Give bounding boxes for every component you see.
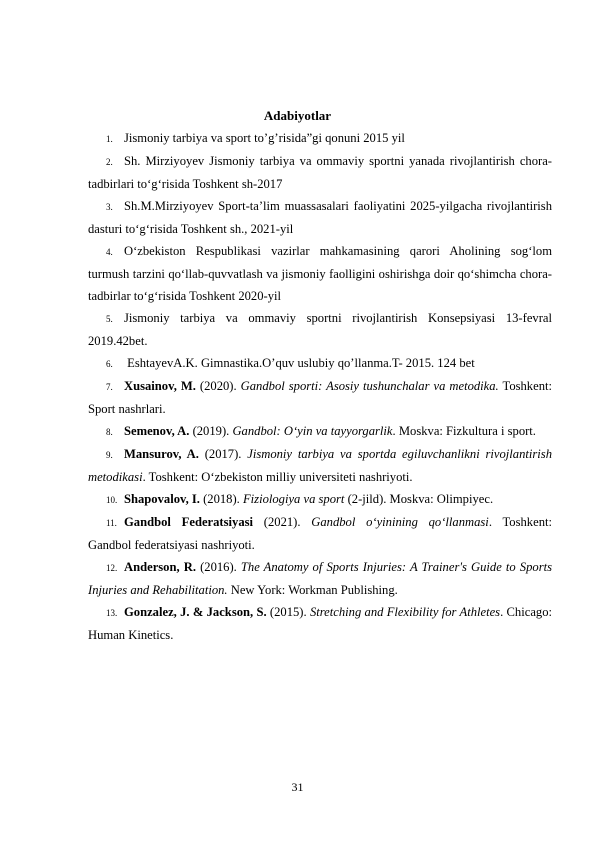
reference-publisher: . Toshkent: O‘zbekiston milliy universiteti nashriyoti. <box>142 470 413 484</box>
reference-year: (2020). <box>195 379 241 393</box>
reference-text: Jismoniy tarbiya va sport to’g’risida”gi qonuni 2015 yil <box>124 131 405 145</box>
reference-item <box>88 375 552 420</box>
reference-text: EshtayevA.K. Gimnastika.O’quv uslubiy qo’llanma.T- 2015. 124 bet <box>124 356 475 370</box>
reference-number: 3. <box>106 202 113 212</box>
reference-number: 10. <box>106 495 118 505</box>
reference-text: Sh. Mirziyoyev Jismoniy tarbiya va ommaviy sportni yanada rivojlantirish chora-tadbirlari to‘g‘risida Toshkent sh-2017 <box>88 154 552 191</box>
reference-title: Jismoniy tarbiya va sportda egiluvchanlikni rivojlantirish metodikasi <box>88 447 552 484</box>
reference-number: 9. <box>106 450 113 460</box>
reference-number: 7. <box>106 382 113 392</box>
reference-year: (2018). <box>199 492 243 506</box>
reference-publisher: (2-jild). Moskva: Olimpiyec. <box>344 492 494 506</box>
reference-item <box>88 352 552 375</box>
reference-item <box>88 488 552 511</box>
reference-publisher: . Toshkent: Gandbol federatsiyasi nashriyoti. <box>88 515 552 552</box>
reference-title: Gandbol: O‘yin va tayyorgarlik <box>232 424 393 438</box>
reference-publisher: . Chicago: Human Kinetics. <box>88 605 553 642</box>
reference-item <box>88 307 552 352</box>
reference-item <box>88 240 552 307</box>
reference-item <box>88 150 552 195</box>
reference-number: 1. <box>106 134 113 144</box>
reference-year: (2021). <box>253 515 312 529</box>
reference-author: Anderson, R. <box>124 560 196 574</box>
reference-author: Gonzalez, J. & Jackson, S. <box>124 605 267 619</box>
page-number: 31 <box>291 780 304 794</box>
reference-year: (2019). <box>189 424 233 438</box>
reference-year: (2017). <box>198 447 248 461</box>
reference-number: 6. <box>106 359 113 369</box>
reference-number: 13. <box>106 608 118 618</box>
reference-item <box>88 601 552 646</box>
reference-number: 8. <box>106 427 113 437</box>
reference-number: 12. <box>106 563 118 573</box>
reference-title: Gandbol sporti: Asosiy tushunchalar va metodika. <box>240 379 499 393</box>
references-list <box>88 127 552 646</box>
reference-publisher: . Moskva: Fizkultura i sport. <box>392 424 536 438</box>
reference-author: Shapovalov, I. <box>124 492 200 506</box>
reference-item <box>88 420 552 443</box>
reference-year: (2016). <box>195 560 241 574</box>
reference-item <box>88 195 552 240</box>
reference-item <box>88 443 552 488</box>
reference-publisher: New York: Workman Publishing. <box>227 583 398 597</box>
reference-author: Semenov, A. <box>124 424 190 438</box>
reference-title: Stretching and Flexibility for Athletes <box>309 605 501 619</box>
reference-text: Jismoniy tarbiya va ommaviy sportni rivojlantirish Konsepsiyasi 13-fevral 2019.42bet. <box>88 311 552 348</box>
reference-author: Gandbol Federatsiyasi <box>124 515 254 529</box>
reference-author: Xusainov, M. <box>124 379 196 393</box>
reference-title: The Anatomy of Sports Injuries: A Trainer's Guide to Sports Injuries and Rehabilitation. <box>88 560 553 597</box>
reference-item <box>88 127 552 150</box>
reference-text: O‘zbekiston Respublikasi vazirlar mahkamasining qarori Aholining sog‘lom turmush tarzini qo‘llab-quvvatlash va jismoniy faolligini oshirishga doir qo‘shimcha chora-tadbirlar to‘g‘risida Toshkent 2020-yil <box>88 244 552 303</box>
reference-item <box>88 556 552 601</box>
reference-number: 11. <box>106 518 117 528</box>
reference-year: (2015). <box>266 605 310 619</box>
references-heading: Adabiyotlar <box>263 108 332 123</box>
reference-number: 5. <box>106 314 113 324</box>
reference-author: Mansurov, A. <box>124 447 199 461</box>
reference-number: 2. <box>106 157 113 167</box>
reference-item <box>88 511 552 556</box>
reference-number: 4. <box>106 247 113 257</box>
reference-title: Gandbol o‘yinining qo‘llanmasi <box>311 515 489 529</box>
reference-publisher: Toshkent: Sport nashrlari. <box>88 379 552 416</box>
reference-text: Sh.M.Mirziyoyev Sport-ta’lim muassasalari faoliyatini 2025-yilgacha rivojlantirish dasturi to‘g‘risida Toshkent sh., 2021-yil <box>88 199 552 236</box>
reference-title: Fiziologiya va sport <box>242 492 345 506</box>
